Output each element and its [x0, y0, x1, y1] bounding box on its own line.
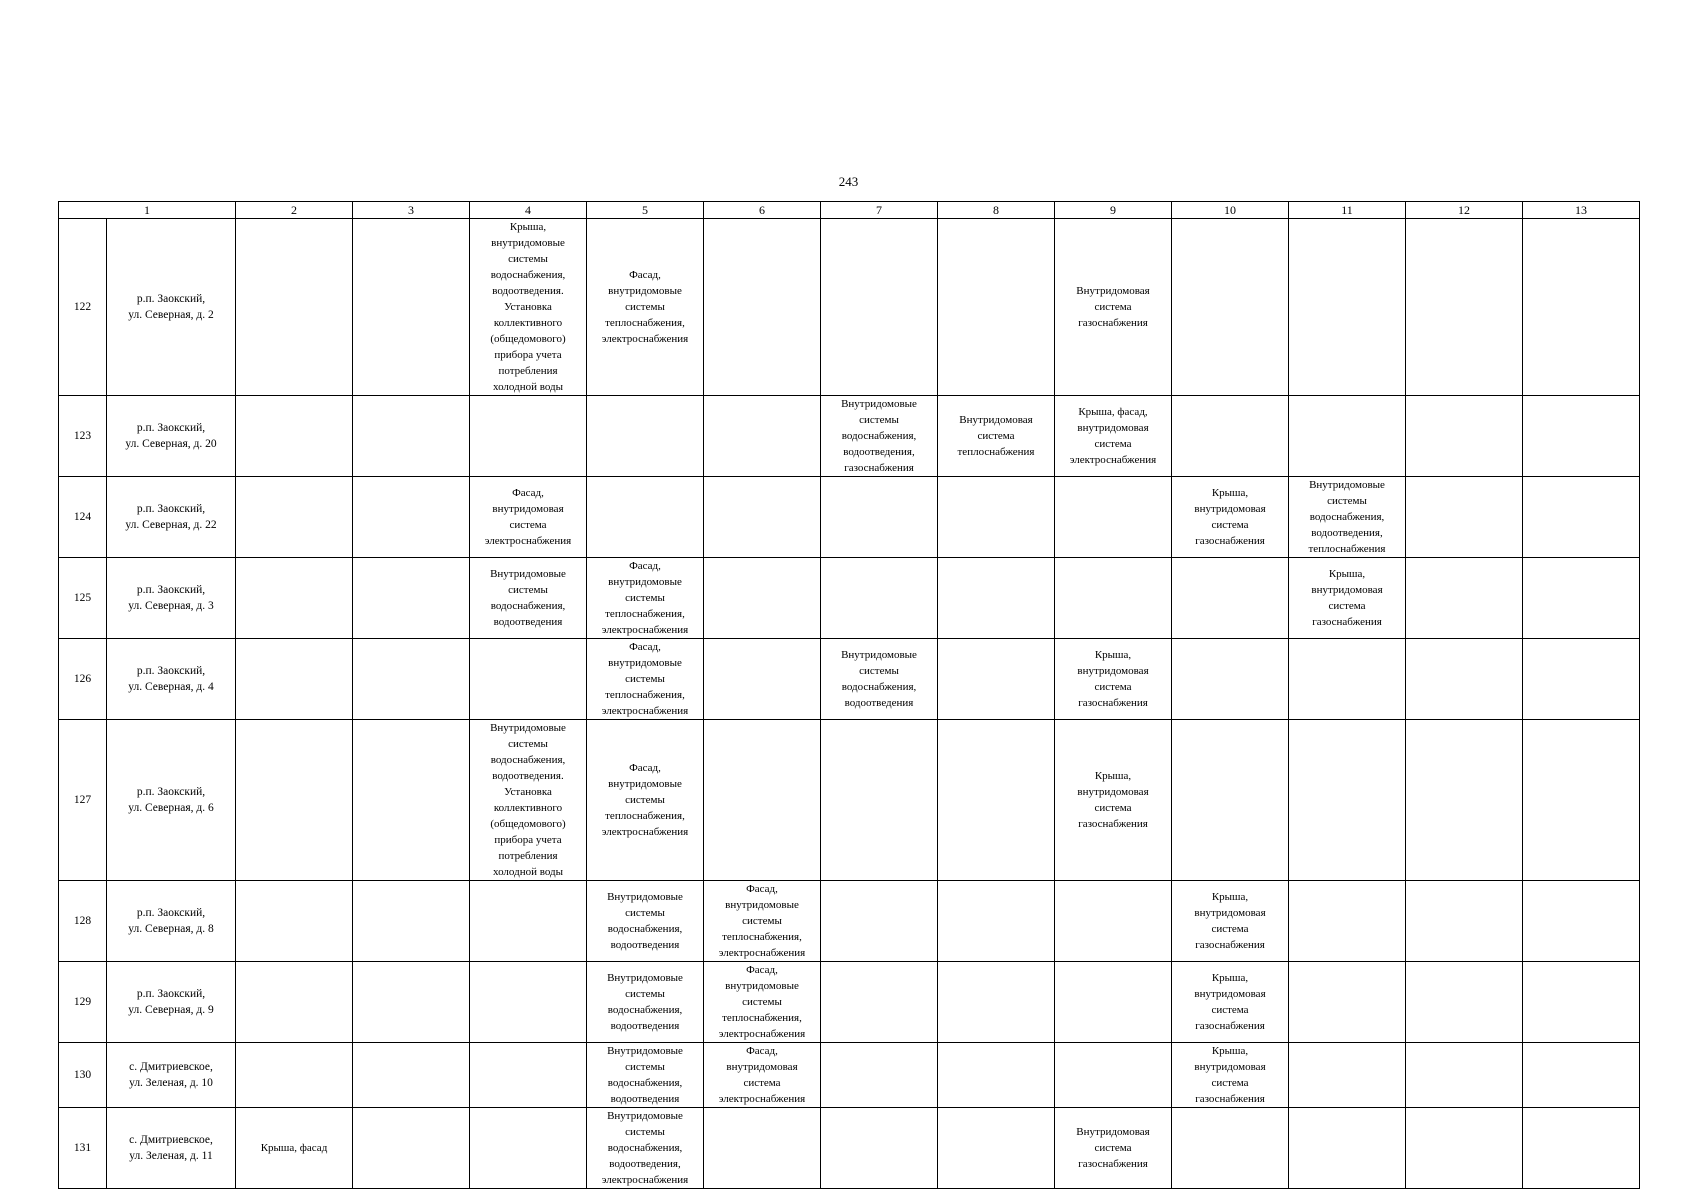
address-cell: с. Дмитриевское, ул. Зеленая, д. 11 [107, 1108, 236, 1189]
work-cell-col-7 [821, 962, 938, 1043]
work-cell-col-6 [704, 639, 821, 720]
work-cell-col-7: Внутридомовые системы водоснабжения, водоотведения, газоснабжения [821, 396, 938, 477]
work-cell-col-4: Внутридомовые системы водоснабжения, водоотведения. Установка коллективного (общедомового) прибора учета потребления холодной воды [470, 720, 587, 881]
work-cell-col-12 [1406, 396, 1523, 477]
work-cell-col-3 [353, 962, 470, 1043]
work-cell-col-3 [353, 1108, 470, 1189]
work-cell-col-6 [704, 720, 821, 881]
work-cell-col-2 [236, 639, 353, 720]
table-row [59, 396, 1640, 477]
work-cell-col-11: Крыша, внутридомовая система газоснабжения [1289, 558, 1406, 639]
work-cell-col-13 [1523, 396, 1640, 477]
table-row [59, 720, 1640, 881]
work-cell-col-13 [1523, 720, 1640, 881]
work-cell-col-4 [470, 962, 587, 1043]
work-cell-col-7 [821, 1108, 938, 1189]
work-cell-col-2 [236, 396, 353, 477]
work-cell-col-13 [1523, 639, 1640, 720]
row-number: 126 [59, 639, 107, 720]
column-header-11: 11 [1289, 202, 1406, 219]
work-cell-col-3 [353, 477, 470, 558]
work-cell-col-10 [1172, 219, 1289, 396]
work-cell-col-12 [1406, 477, 1523, 558]
work-cell-col-8 [938, 1043, 1055, 1108]
work-cell-col-8 [938, 477, 1055, 558]
work-cell-col-8 [938, 881, 1055, 962]
row-number: 125 [59, 558, 107, 639]
table-row [59, 1108, 1640, 1189]
work-cell-col-12 [1406, 962, 1523, 1043]
work-cell-col-10 [1172, 639, 1289, 720]
work-cell-col-7 [821, 477, 938, 558]
work-cell-col-13 [1523, 1043, 1640, 1108]
work-cell-col-13 [1523, 558, 1640, 639]
work-cell-col-6 [704, 396, 821, 477]
work-cell-col-12 [1406, 558, 1523, 639]
table-row [59, 962, 1640, 1043]
work-cell-col-4 [470, 1108, 587, 1189]
work-cell-col-12 [1406, 219, 1523, 396]
work-cell-col-5: Внутридомовые системы водоснабжения, водоотведения [587, 881, 704, 962]
row-number: 128 [59, 881, 107, 962]
work-cell-col-3 [353, 881, 470, 962]
work-cell-col-5: Внутридомовые системы водоснабжения, водоотведения [587, 1043, 704, 1108]
work-cell-col-12 [1406, 1043, 1523, 1108]
work-cell-col-7 [821, 1043, 938, 1108]
column-header-9: 9 [1055, 202, 1172, 219]
work-cell-col-9: Внутридомовая система газоснабжения [1055, 219, 1172, 396]
work-cell-col-12 [1406, 1108, 1523, 1189]
work-cell-col-2 [236, 720, 353, 881]
work-cell-col-8 [938, 1108, 1055, 1189]
work-cell-col-10 [1172, 396, 1289, 477]
work-cell-col-2 [236, 219, 353, 396]
work-cell-col-10: Крыша, внутридомовая система газоснабжения [1172, 881, 1289, 962]
work-cell-col-9: Крыша, внутридомовая система газоснабжения [1055, 639, 1172, 720]
work-cell-col-5: Фасад, внутридомовые системы теплоснабжения, электроснабжения [587, 639, 704, 720]
column-header-6: 6 [704, 202, 821, 219]
work-cell-col-11 [1289, 639, 1406, 720]
work-cell-col-5 [587, 477, 704, 558]
work-cell-col-13 [1523, 219, 1640, 396]
work-cell-col-4 [470, 639, 587, 720]
row-number: 123 [59, 396, 107, 477]
work-cell-col-9 [1055, 962, 1172, 1043]
work-cell-col-9 [1055, 558, 1172, 639]
work-cell-col-7 [821, 219, 938, 396]
work-cell-col-7 [821, 881, 938, 962]
work-cell-col-11 [1289, 1108, 1406, 1189]
work-cell-col-12 [1406, 720, 1523, 881]
work-cell-col-6: Фасад, внутридомовые системы теплоснабжения, электроснабжения [704, 962, 821, 1043]
work-cell-col-6 [704, 558, 821, 639]
column-header-4: 4 [470, 202, 587, 219]
column-header-8: 8 [938, 202, 1055, 219]
work-cell-col-7 [821, 558, 938, 639]
work-cell-col-5: Внутридомовые системы водоснабжения, водоотведения [587, 962, 704, 1043]
work-cell-col-10: Крыша, внутридомовая система газоснабжения [1172, 962, 1289, 1043]
work-cell-col-9: Внутридомовая система газоснабжения [1055, 1108, 1172, 1189]
page-number: 243 [838, 174, 859, 189]
work-cell-col-13 [1523, 477, 1640, 558]
address-cell: р.п. Заокский, ул. Северная, д. 6 [107, 720, 236, 881]
work-cell-col-2: Крыша, фасад [236, 1108, 353, 1189]
work-cell-col-3 [353, 639, 470, 720]
address-cell: р.п. Заокский, ул. Северная, д. 22 [107, 477, 236, 558]
row-number: 127 [59, 720, 107, 881]
work-cell-col-2 [236, 558, 353, 639]
header-row [59, 202, 1640, 219]
work-cell-col-8 [938, 720, 1055, 881]
work-cell-col-4: Фасад, внутридомовая система электроснабжения [470, 477, 587, 558]
work-cell-col-6 [704, 1108, 821, 1189]
work-cell-col-13 [1523, 1108, 1640, 1189]
column-header-3: 3 [353, 202, 470, 219]
work-cell-col-3 [353, 558, 470, 639]
work-cell-col-9: Крыша, внутридомовая система газоснабжения [1055, 720, 1172, 881]
work-cell-col-5: Фасад, внутридомовые системы теплоснабжения, электроснабжения [587, 558, 704, 639]
work-cell-col-5: Внутридомовые системы водоснабжения, водоотведения, электроснабжения [587, 1108, 704, 1189]
column-header-5: 5 [587, 202, 704, 219]
work-cell-col-11 [1289, 1043, 1406, 1108]
work-cell-col-10 [1172, 720, 1289, 881]
work-cell-col-6 [704, 477, 821, 558]
work-cell-col-10: Крыша, внутридомовая система газоснабжения [1172, 477, 1289, 558]
work-cell-col-8: Внутридомовая система теплоснабжения [938, 396, 1055, 477]
work-cell-col-8 [938, 639, 1055, 720]
table-row [59, 219, 1640, 396]
work-cell-col-13 [1523, 962, 1640, 1043]
work-cell-col-4 [470, 396, 587, 477]
work-cell-col-2 [236, 962, 353, 1043]
work-cell-col-9 [1055, 477, 1172, 558]
address-cell: р.п. Заокский, ул. Северная, д. 2 [107, 219, 236, 396]
work-cell-col-8 [938, 219, 1055, 396]
work-cell-col-11: Внутридомовые системы водоснабжения, водоотведения, теплоснабжения [1289, 477, 1406, 558]
column-header-2: 2 [236, 202, 353, 219]
work-cell-col-11 [1289, 219, 1406, 396]
work-cell-col-8 [938, 962, 1055, 1043]
work-cell-col-9 [1055, 1043, 1172, 1108]
table-row [59, 881, 1640, 962]
work-cell-col-13 [1523, 881, 1640, 962]
table-row [59, 1043, 1640, 1108]
row-number: 131 [59, 1108, 107, 1189]
work-cell-col-8 [938, 558, 1055, 639]
address-cell: р.п. Заокский, ул. Северная, д. 3 [107, 558, 236, 639]
address-cell: р.п. Заокский, ул. Северная, д. 20 [107, 396, 236, 477]
row-number: 129 [59, 962, 107, 1043]
work-cell-col-6 [704, 219, 821, 396]
address-cell: р.п. Заокский, ул. Северная, д. 4 [107, 639, 236, 720]
work-cell-col-5: Фасад, внутридомовые системы теплоснабжения, электроснабжения [587, 219, 704, 396]
column-header-13: 13 [1523, 202, 1640, 219]
row-number: 122 [59, 219, 107, 396]
work-cell-col-6: Фасад, внутридомовые системы теплоснабжения, электроснабжения [704, 881, 821, 962]
work-cell-col-6: Фасад, внутридомовая система электроснабжения [704, 1043, 821, 1108]
work-cell-col-11 [1289, 720, 1406, 881]
work-cell-col-12 [1406, 639, 1523, 720]
work-cell-col-5 [587, 396, 704, 477]
work-cell-col-4 [470, 881, 587, 962]
work-cell-col-11 [1289, 962, 1406, 1043]
work-cell-col-10 [1172, 1108, 1289, 1189]
work-cell-col-3 [353, 396, 470, 477]
table-row [59, 477, 1640, 558]
work-cell-col-10 [1172, 558, 1289, 639]
column-header-1: 1 [59, 202, 236, 219]
work-cell-col-12 [1406, 881, 1523, 962]
column-header-10: 10 [1172, 202, 1289, 219]
work-cell-col-4: Внутридомовые системы водоснабжения, водоотведения [470, 558, 587, 639]
table-row [59, 639, 1640, 720]
column-header-12: 12 [1406, 202, 1523, 219]
work-cell-col-2 [236, 477, 353, 558]
repair-schedule-table [58, 201, 1640, 1189]
work-cell-col-7 [821, 720, 938, 881]
table-row [59, 558, 1640, 639]
row-number: 130 [59, 1043, 107, 1108]
row-number: 124 [59, 477, 107, 558]
work-cell-col-2 [236, 1043, 353, 1108]
work-cell-col-4: Крыша, внутридомовые системы водоснабжения, водоотведения. Установка коллективного (общедомового) прибора учета потребления холодной воды [470, 219, 587, 396]
work-cell-col-7: Внутридомовые системы водоснабжения, водоотведения [821, 639, 938, 720]
work-cell-col-3 [353, 1043, 470, 1108]
column-header-7: 7 [821, 202, 938, 219]
work-cell-col-5: Фасад, внутридомовые системы теплоснабжения, электроснабжения [587, 720, 704, 881]
table-body [59, 219, 1640, 1189]
work-cell-col-9 [1055, 881, 1172, 962]
address-cell: с. Дмитриевское, ул. Зеленая, д. 10 [107, 1043, 236, 1108]
work-cell-col-3 [353, 219, 470, 396]
address-cell: р.п. Заокский, ул. Северная, д. 8 [107, 881, 236, 962]
work-cell-col-10: Крыша, внутридомовая система газоснабжения [1172, 1043, 1289, 1108]
work-cell-col-11 [1289, 881, 1406, 962]
work-cell-col-3 [353, 720, 470, 881]
work-cell-col-11 [1289, 396, 1406, 477]
work-cell-col-4 [470, 1043, 587, 1108]
work-cell-col-2 [236, 881, 353, 962]
work-cell-col-9: Крыша, фасад, внутридомовая система электроснабжения [1055, 396, 1172, 477]
address-cell: р.п. Заокский, ул. Северная, д. 9 [107, 962, 236, 1043]
